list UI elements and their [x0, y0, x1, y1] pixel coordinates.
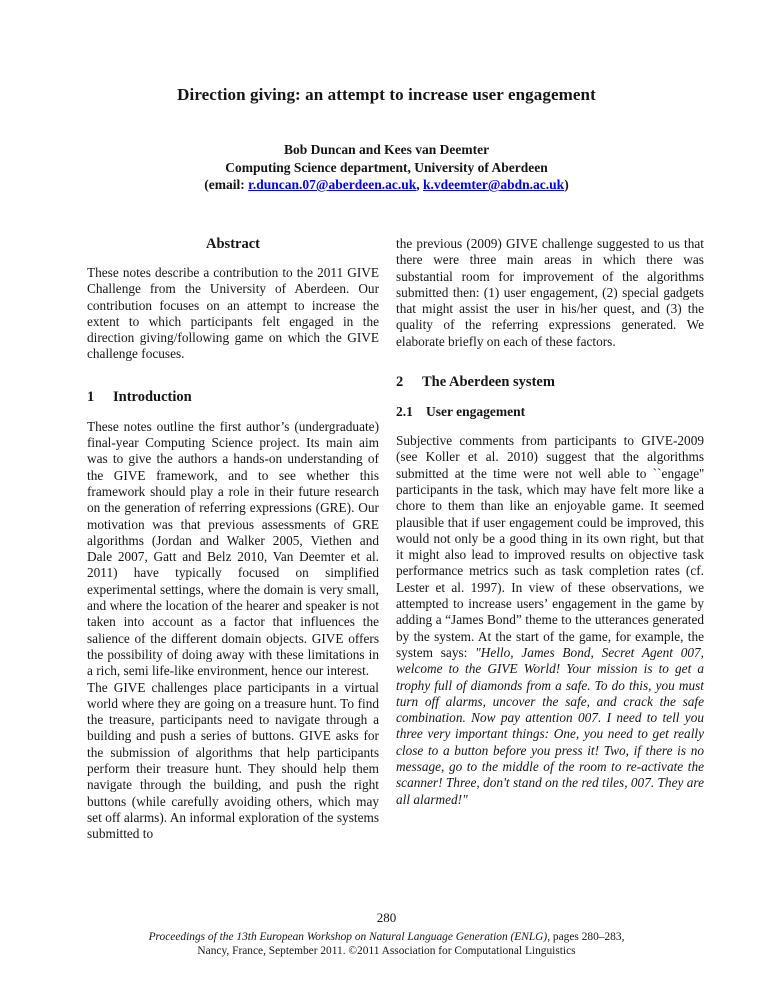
email-suffix: ): [564, 177, 569, 192]
abstract-heading: Abstract: [206, 236, 260, 252]
footer-copyright-line: Nancy, France, September 2011. ©2011 Association for Computational Linguistics: [197, 945, 576, 958]
engagement-paragraph-text: Subjective comments from participants to GIVE-2009 (see Koller et al. 2010) suggest that the algorithms submitted at the time were not well able to ``engage'' participants in the task, which may have felt more like a chore to them than like an enjoyable game. It seemed plausible that if user engagement could be improved, this would not only be a good thing in its own right, but that it might also lead to improved results on objective task performance metrics such as task completion rates (cf. Lester et al. 1997). In view of these observations, we attempted to increase users’ engagement in the game by adding a “James Bond” theme to the utterances generated by the system. At the start of the game, for example, the system says:: [396, 433, 704, 660]
email-line: [0, 176, 773, 194]
page-title: Direction giving: an attempt to increase user engagement: [177, 85, 596, 104]
abstract-text: These notes describe a contribution to the 2011 GIVE Challenge from the University of Aberdeen. Our contribution focuses on an attempt to increase the extent to which participants felt engaged in the direction giving/following game on which the GIVE challenge focuses.: [87, 265, 379, 362]
email-link-2[interactable]: k.vdeemter@abdn.ac.uk: [423, 177, 565, 192]
section-2-1-number: 2.1: [396, 404, 413, 420]
engagement-paragraph: [396, 433, 704, 808]
game-quote: "Hello, James Bond, Secret Agent 007, welcome to the GIVE World! Your mission is to get a trophy full of diamonds from a safe. To do this, you must turn off alarms, uncover the safe, and crack the safe combination. Now pay attention 007. I need to tell you three very important things: One, you need to get really close to a button before you press it! Two, if there is no message, go to the middle of the room to re-activate the scanner! Three, don't stand on the red tiles, 007. They are all alarmed!": [396, 644, 704, 807]
two-column-body: [87, 236, 704, 843]
intro-paragraph-1: These notes outline the first author’s (undergraduate) final-year Computing Science project. Its main aim was to give the authors a hands-on understanding of the GIVE framework, and to see whether this framework should play a role in their future research on the generation of referring expressions (GRE). Our motivation was that previous assessments of GRE algorithms (Jordan and Walker 2005, Viethen and Dale 2007, Gatt and Belz 2010, Van Deemter et al. 2011) have typically focused on simplified experimental settings, where the domain is very small, and where the location of the hearer and speaker is not taken into account as a factor that influences the salience of the different domain objects. GIVE offers the possibility of doing away with these limitations in a rich, semi life-like environment, hence our interest.: [87, 418, 379, 679]
authors-line: Bob Duncan and Kees van Deemter: [283, 142, 490, 157]
footer-proceedings-title: Proceedings of the 13th European Workshop on Natural Language Generation (ENLG): [148, 931, 548, 943]
affiliation-line: Computing Science department, University of Aberdeen: [225, 159, 548, 175]
author-block: [0, 141, 773, 194]
intro-paragraph-2: The GIVE challenges place participants in a virtual world where they are going on a treasure hunt. To find the treasure, participants need to navigate through a building and push a series of buttons. GIVE asks for the submission of algorithms that help participants perform their treasure hunt. They should help them navigate through the building, and push the right buttons (while carefully avoiding others, which may set off alarms). An informal exploration of the systems submitted to: [87, 679, 379, 842]
footer-note: [0, 930, 773, 958]
section-1-number: 1: [87, 388, 95, 405]
section-2-number: 2: [396, 374, 404, 391]
section-2-1-heading: [396, 404, 704, 420]
section-2-title: The Aberdeen system: [422, 374, 555, 391]
footer-proceedings-pages: , pages 280–283,: [547, 931, 625, 943]
email-prefix: (email:: [204, 177, 249, 192]
paper-header: [0, 85, 773, 194]
right-column: [396, 236, 704, 843]
section-2-1-title: User engagement: [426, 404, 526, 420]
footer-proceedings-line: [0, 930, 773, 944]
section-1-title: Introduction: [113, 388, 192, 405]
section-2-heading: [396, 374, 704, 391]
email-separator: ,: [416, 177, 423, 192]
page-number: 280: [376, 910, 397, 925]
intro-paragraph-2-continuation: the previous (2009) GIVE challenge suggested to us that there were three main areas in which there was substantial room for improvement of the algorithms submitted then: (1) user engagement, (2) special gadgets that might assist the user in his/her quest, and (3) the quality of the referring expressions generated. We elaborate briefly on each of these factors.: [396, 236, 704, 349]
section-1-heading: [87, 389, 379, 406]
email-link-1[interactable]: r.duncan.07@aberdeen.ac.uk: [248, 177, 417, 192]
left-column: [87, 236, 379, 843]
